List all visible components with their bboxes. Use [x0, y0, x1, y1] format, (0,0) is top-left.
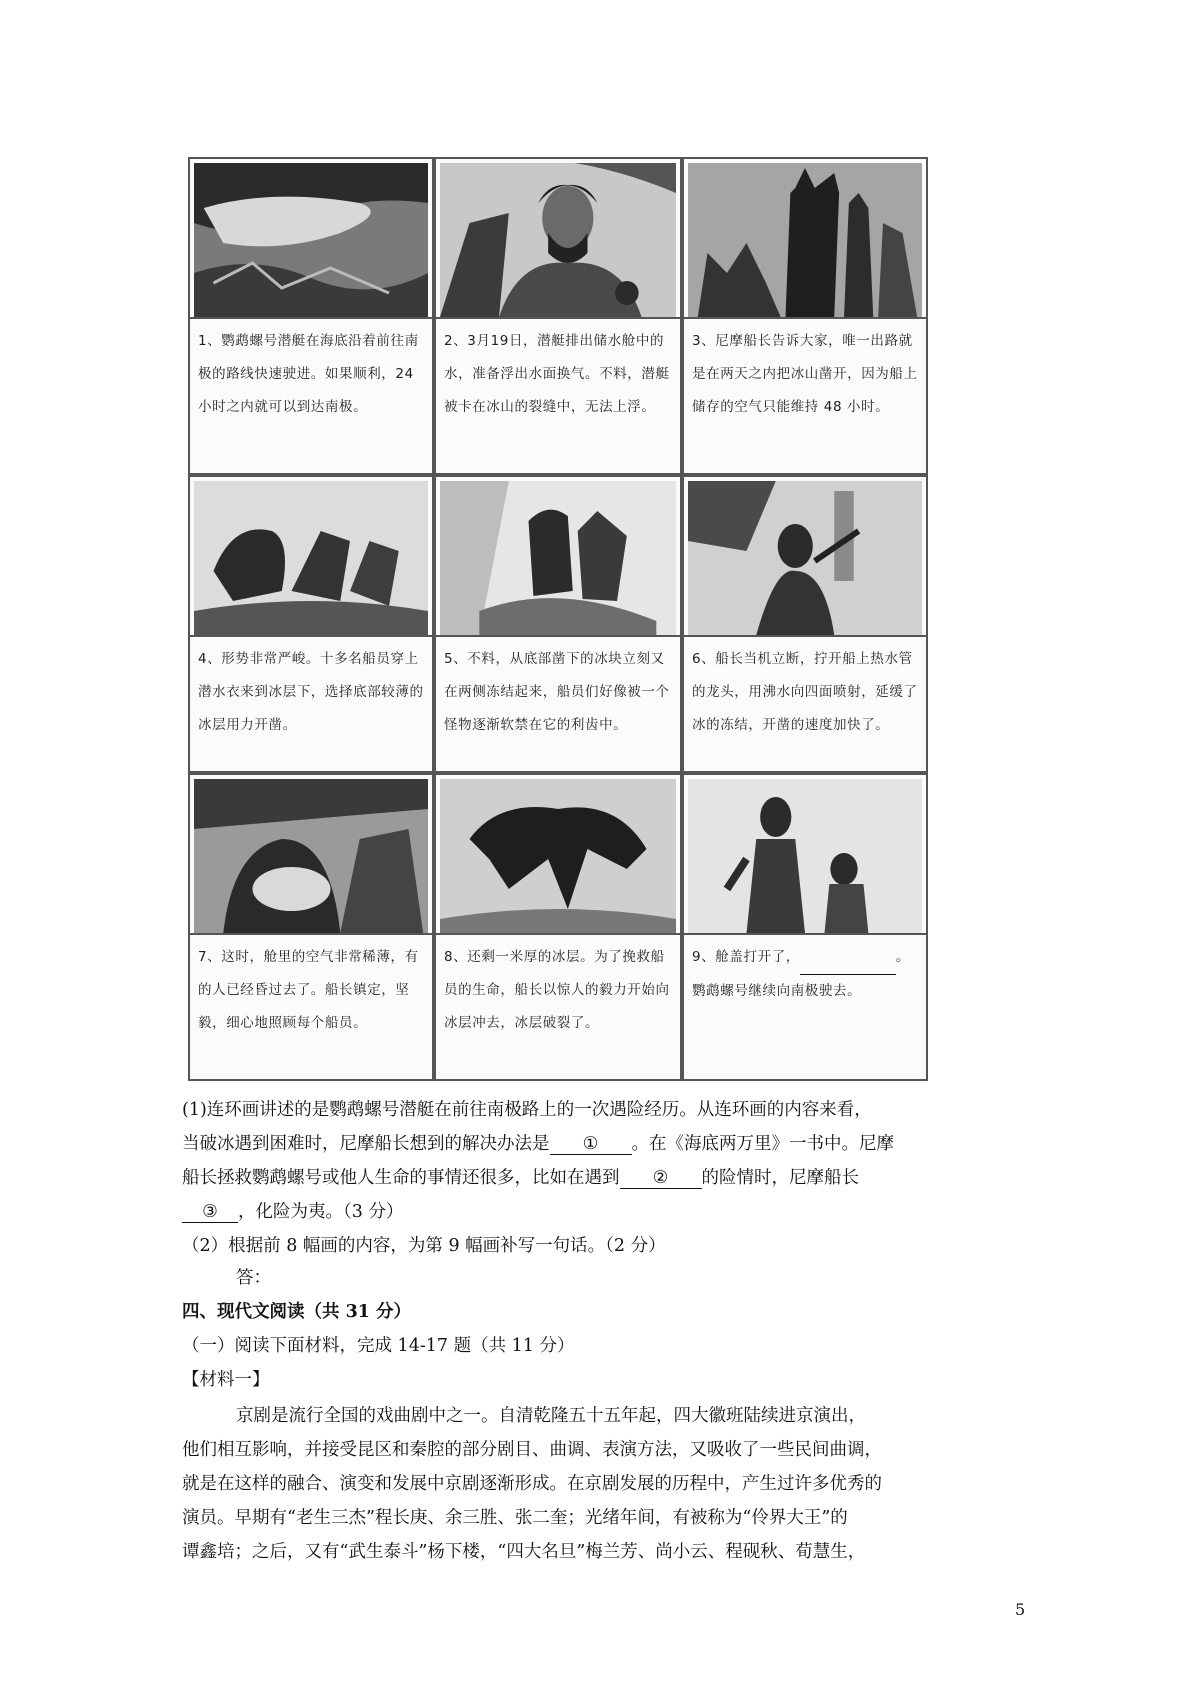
question-1-line-2: [182, 1130, 894, 1155]
panel-illustration-ice-breaking: [440, 779, 676, 933]
question-1-text: 。在《海底两万里》一书中。尼摩: [631, 1134, 894, 1154]
panel-caption-start: 9、舱盖打开了，: [692, 949, 800, 965]
panel-illustration-divers: [194, 481, 428, 635]
question-2: （2）根据前 8 幅画的内容，为第 9 幅画补写一句话。（2 分）: [182, 1236, 666, 1256]
material-label: 【材料一】: [182, 1370, 270, 1390]
panel-illustration-hatch-open: [688, 779, 922, 933]
question-1-line-1: (1)连环画讲述的是鹦鹉螺号潜艇在前往南极路上的一次遇险经历。从连环画的内容来看，: [182, 1100, 872, 1120]
question-1-line-4: [182, 1198, 403, 1223]
comic-panel-7: [188, 773, 434, 1081]
paragraph-line: 就是在这样的融合、演变和发展中京剧逐渐形成。在京剧发展的历程中，产生过许多优秀的: [182, 1474, 882, 1494]
question-1-text: 的险情时，尼摩船长: [701, 1168, 859, 1188]
blank-3[interactable]: ③: [182, 1202, 238, 1223]
comic-panel-1: [188, 157, 434, 475]
panel-caption: 4、形势非常严峻。十多名船员穿上潜水衣来到冰层下，选择底部较薄的冰层用力开凿。: [190, 635, 432, 771]
panel-9-answer-blank[interactable]: [800, 941, 896, 975]
question-1-text: 当破冰遇到困难时，尼摩船长想到的解决办法是: [182, 1134, 550, 1154]
section-heading: 四、现代文阅读（共 31 分）: [182, 1302, 412, 1322]
panel-illustration-captain: [440, 163, 676, 317]
panel-caption: 1、鹦鹉螺号潜艇在海底沿着前往南极的路线快速驶进。如果顺利，24 小时之内就可以到达南极。: [190, 317, 432, 473]
paragraph-line: 京剧是流行全国的戏曲剧中之一。自清乾隆五十五年起，四大徽班陆续进京演出，: [236, 1406, 866, 1426]
blank-2[interactable]: ②: [620, 1168, 702, 1189]
panel-illustration-submarine: [194, 163, 428, 317]
comic-panel-6: [682, 475, 928, 773]
question-1-text: ，化险为夷。（3 分）: [238, 1202, 404, 1222]
comic-panel-5: [434, 475, 682, 773]
subsection-heading: （一）阅读下面材料，完成 14-17 题（共 11 分）: [182, 1336, 575, 1356]
panel-caption: 2、3月19日，潜艇排出储水舱中的水，准备浮出水面换气。不料，潜艇被卡在冰山的裂缝中，无法上浮。: [436, 317, 680, 473]
comic-panel-2: [434, 157, 682, 475]
panel-illustration-crew-cheering: [688, 163, 922, 317]
panel-caption: 3、尼摩船长告诉大家，唯一出路就是在两天之内把冰山凿开，因为船上储存的空气只能维持 48 小时。: [684, 317, 926, 473]
panel-caption: 8、还剩一米厚的冰层。为了挽救船员的生命，船长以惊人的毅力开始向冰层冲去，冰层破裂了。: [436, 933, 680, 1079]
question-1-line-3: [182, 1164, 859, 1189]
panel-illustration-crew-fainting: [194, 779, 428, 933]
panel-illustration-ice-freezing: [440, 481, 676, 635]
paragraph-line: 谭鑫培；之后，又有“武生泰斗”杨下楼，“四大名旦”梅兰芳、尚小云、程砚秋、荀慧生，: [182, 1542, 866, 1562]
comic-panel-8: [434, 773, 682, 1081]
panel-caption: 7、这时，舱里的空气非常稀薄，有的人已经昏过去了。船长镇定，坚毅，细心地照顾每个船员。: [190, 933, 432, 1079]
comic-panel-3: [682, 157, 928, 475]
panel-illustration-hot-water: [688, 481, 922, 635]
question-1-text: 船长拯救鹦鹉螺号或他人生命的事情还很多，比如在遇到: [182, 1168, 620, 1188]
comic-panel-9: [682, 773, 928, 1081]
blank-1[interactable]: ①: [550, 1134, 632, 1155]
panel-caption: 6、船长当机立断，拧开船上热水管的龙头，用沸水向四面喷射，延缓了冰的冻结，开凿的速度加快了。: [684, 635, 926, 771]
page-number: 5: [1015, 1600, 1026, 1619]
paragraph-line: 演员。早期有“老生三杰”程长庚、余三胜、张二奎；光绪年间，有被称为“伶界大王”的: [182, 1508, 848, 1528]
answer-label: 答：: [236, 1268, 271, 1288]
paragraph-line: 他们相互影响，并接受昆区和秦腔的部分剧目、曲调、表演方法，又吸收了一些民间曲调，: [182, 1440, 882, 1460]
panel-caption-end: 。鹦鹉螺号继续向南极驶去。: [692, 949, 910, 999]
comic-strip: [188, 157, 928, 1081]
comic-panel-4: [188, 475, 434, 773]
panel-caption: 5、不料，从底部凿下的冰块立刻又在两侧冻结起来，船员们好像被一个怪物逐渐软禁在它的利齿中。: [436, 635, 680, 771]
panel-caption: [684, 933, 926, 1079]
